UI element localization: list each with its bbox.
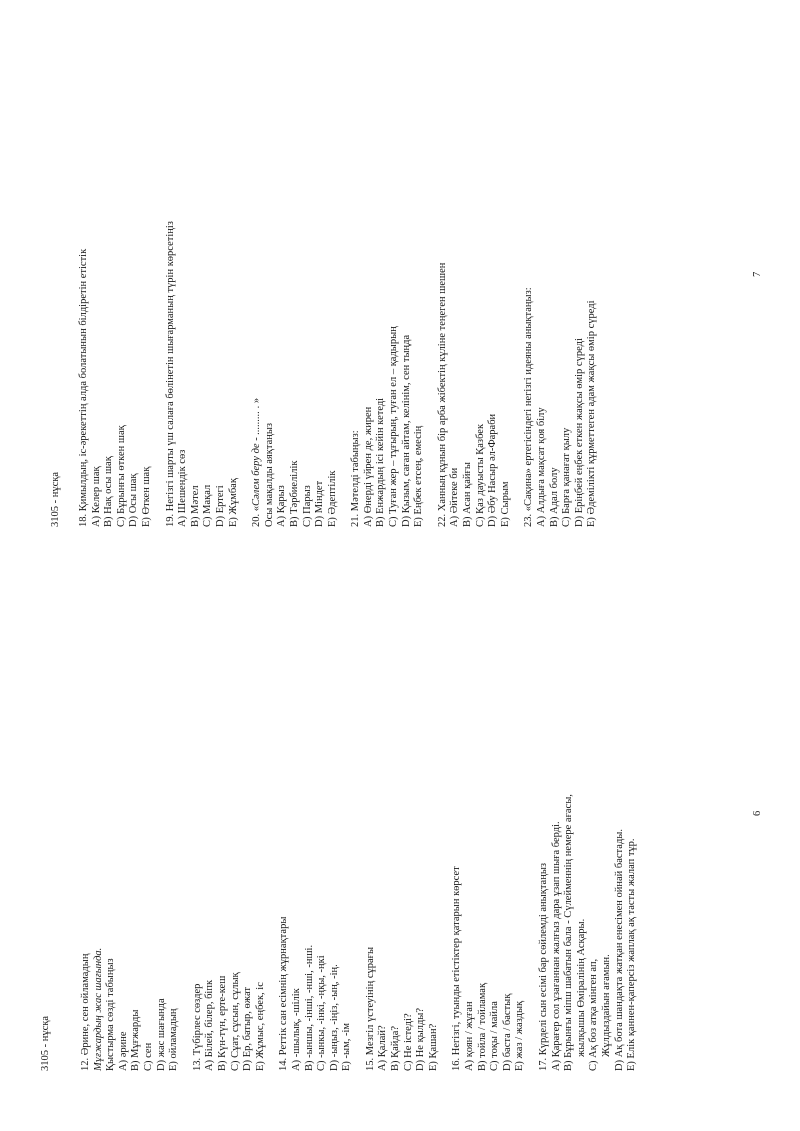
option-c-continued: Жұлдыздайын ағамын. bbox=[600, 954, 612, 1057]
option-d: D) Ақ бота шандақта жатқан енесімен ойнай бастады. bbox=[613, 829, 625, 1071]
option-b: В) Адал болу bbox=[548, 467, 560, 527]
question-title: 16. Негізгі, туынды етістіктер қатарын көрсет bbox=[451, 866, 463, 1071]
page-header-right: 3105 - нұсқа bbox=[50, 471, 61, 527]
option-e: Е) Жұмбақ bbox=[227, 478, 239, 527]
page-number-left: 6 bbox=[752, 810, 763, 816]
question-14 bbox=[278, 551, 354, 1071]
option-d: D) Міндет bbox=[314, 480, 326, 527]
option-b: В) Тәрбиелілік bbox=[288, 460, 300, 527]
question-title: 12. Әрине, сен ойламадың bbox=[80, 953, 91, 1071]
option-d: D) Еріңбей еңбек еткен жақсы өмір сүреді bbox=[573, 338, 585, 527]
option-a: А) Шешендік сөз bbox=[177, 449, 189, 527]
question-title: 17. Күрделі сын есімі бар сөйлемді анықтаңыз bbox=[538, 862, 549, 1071]
question-title bbox=[251, 7, 264, 527]
question-title: 15. Мезгіл үстеуінің сұрағы bbox=[364, 946, 376, 1071]
option-e: Е) Әдемілікті құрметтеген адам жақсы өмір сүреді bbox=[586, 300, 598, 527]
option-b: В) Қайда? bbox=[390, 1025, 402, 1071]
option-e: Е) -ым, -ім bbox=[341, 1022, 353, 1071]
option-b: В) Мәтел bbox=[189, 485, 201, 527]
question-12 bbox=[80, 551, 181, 1071]
question-21 bbox=[350, 7, 426, 527]
option-c: С) сен bbox=[142, 1042, 154, 1071]
right-questions-column bbox=[78, 7, 610, 527]
option-e: Е) Елік қаннен-қаперсіз жаплақ ақ тасты жалап тұр. bbox=[626, 838, 638, 1071]
option-c: С) -ынкы, -інкі, -ңқы, -ңкі bbox=[316, 955, 328, 1071]
question-13 bbox=[192, 551, 268, 1071]
option-c: С) Барға қанағат қылу bbox=[561, 427, 573, 527]
question-example: Мұғжардың жас шағында. bbox=[92, 947, 104, 1071]
option-a: А) -шылық, -шілік bbox=[290, 988, 302, 1071]
option-b: В) Бұрынғы міпш шабатын бала - Сүлейменнің немере ағасы, bbox=[563, 794, 575, 1071]
question-title: 18. Қимылдың, іс-әрекеттің алда болатынын білдіретін етістік bbox=[78, 248, 89, 527]
option-b: В) тойла / тойламақ bbox=[476, 982, 488, 1071]
proverb-fragment: Сәлем беру де - ......... bbox=[251, 410, 263, 506]
option-d: D) -ыңыз, -іңіз, -ың, -ің. bbox=[328, 964, 340, 1071]
question-title: 23. «Сақина» ертегісіндегі негізгі идеяны анықтаңыз: bbox=[523, 287, 535, 527]
option-a: А) Қарағер сол ұзағаннан жалғыз дара ұзап шыға берді. bbox=[550, 821, 562, 1071]
question-17 bbox=[538, 551, 639, 1071]
option-e: Е) Өткен шақ bbox=[140, 466, 152, 527]
option-e: Е) Қашан? bbox=[427, 1023, 439, 1071]
option-c: С) Туған жер – тұғырың, туған ел – қадырың bbox=[388, 326, 400, 527]
question-22 bbox=[437, 7, 513, 527]
option-c: С) Мақал bbox=[202, 484, 214, 527]
option-e: Е) Жұмыс, еңбек, іс bbox=[254, 982, 266, 1071]
option-d: D) Не қылды? bbox=[415, 1007, 427, 1071]
right-page bbox=[0, 0, 800, 565]
question-16 bbox=[451, 551, 527, 1071]
question-instruction: Қыстырма сөзді табыңыз bbox=[105, 958, 117, 1071]
option-e: Е) жаз / жаздық bbox=[514, 1000, 526, 1071]
page-number-right: 7 bbox=[752, 271, 763, 277]
option-d: D) Қызым, саған айтам, келінім, сен тыңда bbox=[400, 334, 412, 527]
option-d: D) жас шағында bbox=[155, 998, 167, 1071]
option-a: А) әрине bbox=[117, 1031, 129, 1071]
option-e: Е) ойламадың bbox=[168, 1008, 180, 1071]
option-c: С) Не істеді? bbox=[402, 1013, 414, 1071]
question-18 bbox=[78, 7, 154, 527]
question-23 bbox=[523, 7, 599, 527]
option-d: D) Ер, батыр, өжат bbox=[242, 987, 254, 1071]
question-title-text: 20. «Сәлем беру де - ......... . » bbox=[251, 397, 263, 527]
left-questions-column bbox=[80, 551, 650, 1071]
option-c: С) Ақ боз атқа мінген ап, bbox=[588, 958, 600, 1071]
option-c: С) Қаз дауысты Қазбек bbox=[474, 423, 486, 527]
option-a: А) Алдыға мақсат қоя білу bbox=[536, 407, 547, 527]
option-a: А) Әйтеке би bbox=[449, 467, 461, 527]
option-a: А) Өнерді үйрен де, жирен bbox=[362, 406, 374, 527]
option-d: D) баста / бастық bbox=[501, 993, 513, 1071]
option-b: В) Күн-түн, ерте-кеш bbox=[216, 975, 228, 1071]
option-a: А) Келер шақ bbox=[90, 466, 102, 527]
option-e: Е) Сырым bbox=[499, 481, 511, 527]
option-a: А) қоян / жұған bbox=[464, 1001, 476, 1071]
option-c: С) Парыз bbox=[301, 485, 313, 527]
option-b: В) Енжардың ісі кейін кетеді bbox=[375, 397, 387, 527]
question-title: 13. Түбірлес сөздер bbox=[191, 983, 203, 1071]
left-page bbox=[0, 565, 800, 1131]
question-20 bbox=[251, 7, 339, 527]
question-title: 22. Ханның құнын бір арба жібектің кұліне теңеген шешен bbox=[436, 262, 448, 527]
question-instruction: Осы мақалды аяқтаңыз bbox=[263, 422, 275, 527]
option-b-continued: жылқышы Өміралінің Асқары. bbox=[575, 918, 587, 1057]
option-d: D) Әбу Насыр әл-Фараби bbox=[487, 413, 499, 527]
option-b: В) Асан қайғы bbox=[462, 462, 474, 527]
option-b: В) -ыншы, -інші, -нші, -нші. bbox=[303, 944, 315, 1071]
option-e: Е) Әдептілік bbox=[326, 470, 338, 527]
question-title: 14. Реттік сан есімнің жұрнақтары bbox=[278, 916, 290, 1071]
option-c: С) Бұрынғы өткен шақ bbox=[115, 425, 127, 527]
page-header-left: 3105 - нұсқа bbox=[40, 1015, 51, 1071]
question-15 bbox=[365, 551, 441, 1071]
option-c: С) Сұат, сұсын, сұлық bbox=[229, 972, 241, 1071]
question-title: 19. Негізгі шарты үш салаға бөлінетін шығарманың түрін көрсетіңіз bbox=[164, 221, 176, 527]
option-a: А) Қарыз bbox=[276, 485, 288, 527]
option-e: Е) Еңбек етсең, емесің bbox=[413, 425, 425, 527]
option-b: В) Мұғжарды bbox=[130, 1009, 142, 1071]
option-c: С) тоқы / майла bbox=[489, 1001, 501, 1071]
question-19 bbox=[165, 7, 241, 527]
option-a: А) Білей, білер, біпк bbox=[204, 979, 216, 1071]
option-b: В) Нақ осы шақ bbox=[103, 456, 115, 527]
option-d: D) Ертегі bbox=[214, 485, 226, 527]
question-title: 21. Мәтелді табыңыз: bbox=[350, 430, 362, 527]
option-d: D) Осы шақ bbox=[128, 473, 140, 527]
option-a: А) Қалай? bbox=[377, 1025, 389, 1071]
